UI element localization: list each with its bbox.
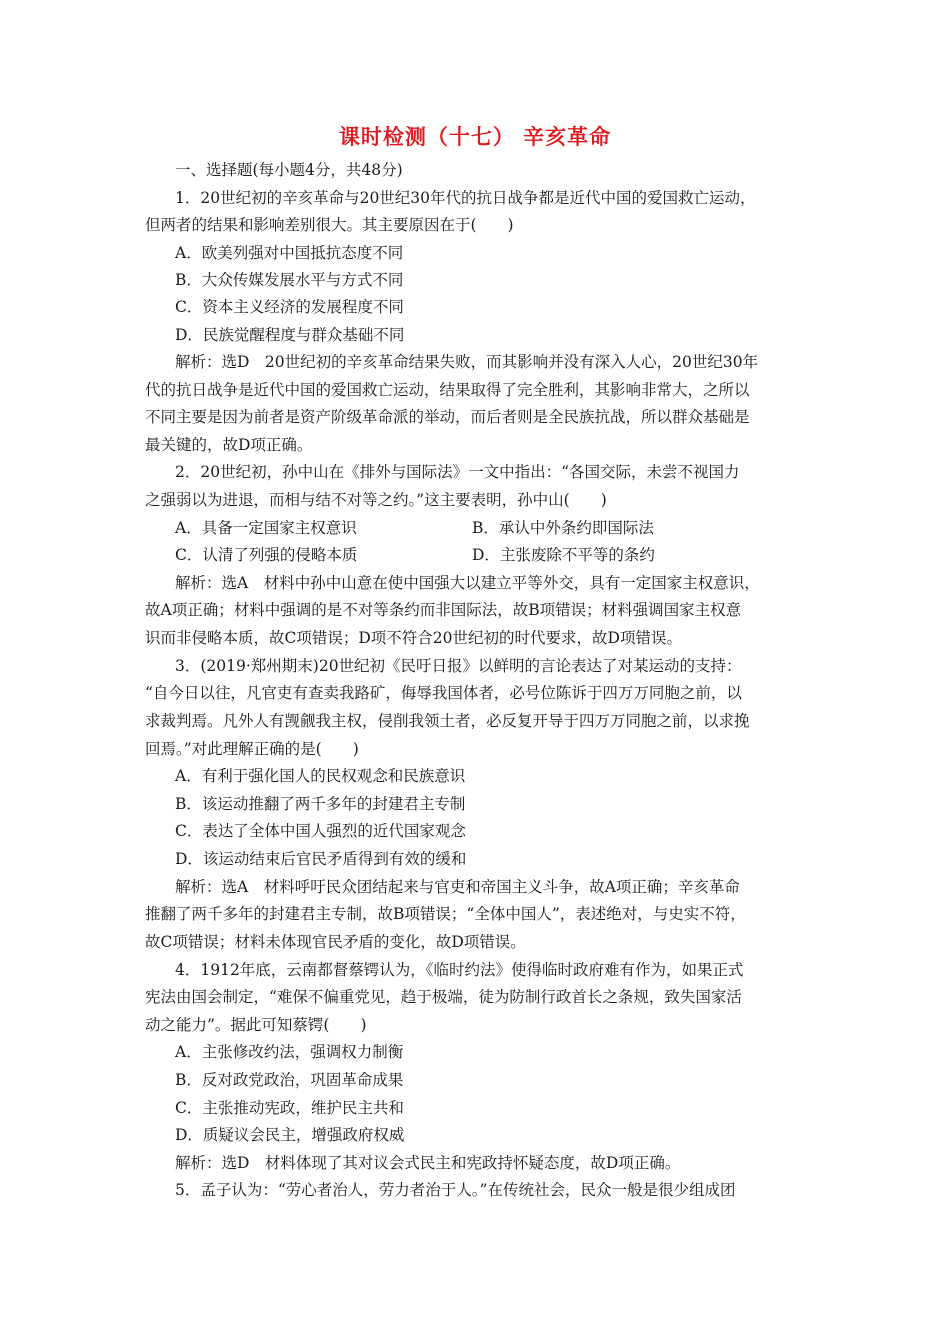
question-1-option-d: D．民族觉醒程度与群众基础不同: [175, 326, 405, 344]
question-3-line: 求裁判焉。凡外人有觊觎我主权，侵削我领土者，必反复开导于四万万同胞之前，以求挽: [145, 712, 750, 730]
answer-1-line: 代的抗日战争是近代中国的爱国救亡运动，结果取得了完全胜利，其影响非常大，之所以: [145, 381, 750, 399]
question-1-option-c: C．资本主义经济的发展程度不同: [175, 298, 404, 316]
question-3-option-d: D．该运动结束后官民矛盾得到有效的缓和: [175, 850, 467, 868]
answer-4-line: 解析：选D 材料体现了其对议会式民主和宪政持怀疑态度，故D项正确。: [175, 1154, 681, 1172]
page-title: 课时检测（十七） 辛亥革命: [338, 125, 612, 149]
question-4-line: 4．1912年底，云南都督蔡锷认为，《临时约法》使得临时政府难有作为，如果正式: [175, 961, 744, 979]
question-2-option-c: C．认清了列强的侵略本质: [175, 546, 358, 564]
answer-2-line: 识而非侵略本质，故C项错误；D项不符合20世纪初的时代要求，故D项错误。: [145, 629, 682, 647]
question-4-option-a: A．主张修改约法，强调权力制衡: [175, 1043, 404, 1061]
question-4-option-b: B．反对政党政治，巩固革命成果: [175, 1071, 404, 1089]
question-2-line: 2．20世纪初，孙中山在《排外与国际法》一文中指出：“各国交际，未尝不视国力: [175, 463, 740, 481]
question-3-option-a: A．有利于强化国人的民权观念和民族意识: [175, 767, 466, 785]
question-3-option-b: B．该运动推翻了两千多年的封建君主专制: [175, 795, 466, 813]
question-1-line: 1．20世纪初的辛亥革命与20世纪30年代的抗日战争都是近代中国的爱国救亡运动，: [175, 189, 756, 207]
answer-3-line: 故C项错误；材料未体现官民矛盾的变化，故D项错误。: [145, 933, 526, 951]
question-4-line: 动之能力”。据此可知蔡锷( ): [145, 1016, 367, 1034]
answer-1-line: 最关键的，故D项正确。: [145, 436, 313, 454]
question-2-option-b: B．承认中外条约即国际法: [472, 519, 654, 537]
question-2-line: 之强弱以为进退，而相与结不对等之约。”这主要表明，孙中山( ): [145, 491, 607, 509]
question-3-line: 3．(2019·郑州期末)20世纪初《民吁日报》以鲜明的言论表达了对某运动的支持：: [175, 657, 742, 675]
question-5-line: 5．孟子认为：“劳心者治人，劳力者治于人。”在传统社会，民众一般是很少组成团: [175, 1181, 736, 1199]
section-heading: 一、选择题(每小题4分，共48分): [175, 161, 403, 179]
question-2-option-a: A．具备一定国家主权意识: [175, 519, 357, 537]
answer-3-line: 推翻了两千多年的封建君主专制，故B项错误；“全体中国人”，表述绝对，与史实不符，: [145, 905, 746, 923]
question-3-option-c: C．表达了全体中国人强烈的近代国家观念: [175, 822, 466, 840]
question-3-line: 回焉。”对此理解正确的是( ): [145, 740, 359, 758]
question-4-option-d: D．质疑议会民主，增强政府权威: [175, 1126, 405, 1144]
answer-1-line: 解析：选D 20世纪初的辛亥革命结果失败，而其影响并没有深入人心，20世纪30年: [175, 353, 759, 371]
question-4-line: 宪法由国会制定，“难保不偏重党见，趋于极端，徒为防制行政首长之条规，致失国家活: [145, 988, 742, 1006]
question-1-line: 但两者的结果和影响差别很大。其主要原因在于( ): [145, 216, 514, 234]
answer-2-line: 故A项正确；材料中强调的是不对等条约而非国际法，故B项错误；材料强调国家主权意: [145, 601, 742, 619]
question-1-option-b: B．大众传媒发展水平与方式不同: [175, 271, 404, 289]
question-1-option-a: A．欧美列强对中国抵抗态度不同: [175, 244, 404, 262]
question-4-option-c: C．主张推动宪政，维护民主共和: [175, 1099, 404, 1117]
question-3-line: “自今日以往，凡官吏有查卖我路矿，侮辱我国体者，必号位陈诉于四万万同胞之前，以: [145, 684, 742, 702]
answer-1-line: 不同主要是因为前者是资产阶级革命派的举动，而后者则是全民族抗战，所以群众基础是: [145, 408, 750, 426]
answer-3-line: 解析：选A 材料呼吁民众团结起来与官吏和帝国主义斗争，故A项正确；辛亥革命: [175, 878, 740, 896]
question-2-option-d: D．主张废除不平等的条约: [472, 546, 655, 564]
answer-2-line: 解析：选A 材料中孙中山意在使中国强大以建立平等外交，具有一定国家主权意识，: [175, 574, 760, 592]
